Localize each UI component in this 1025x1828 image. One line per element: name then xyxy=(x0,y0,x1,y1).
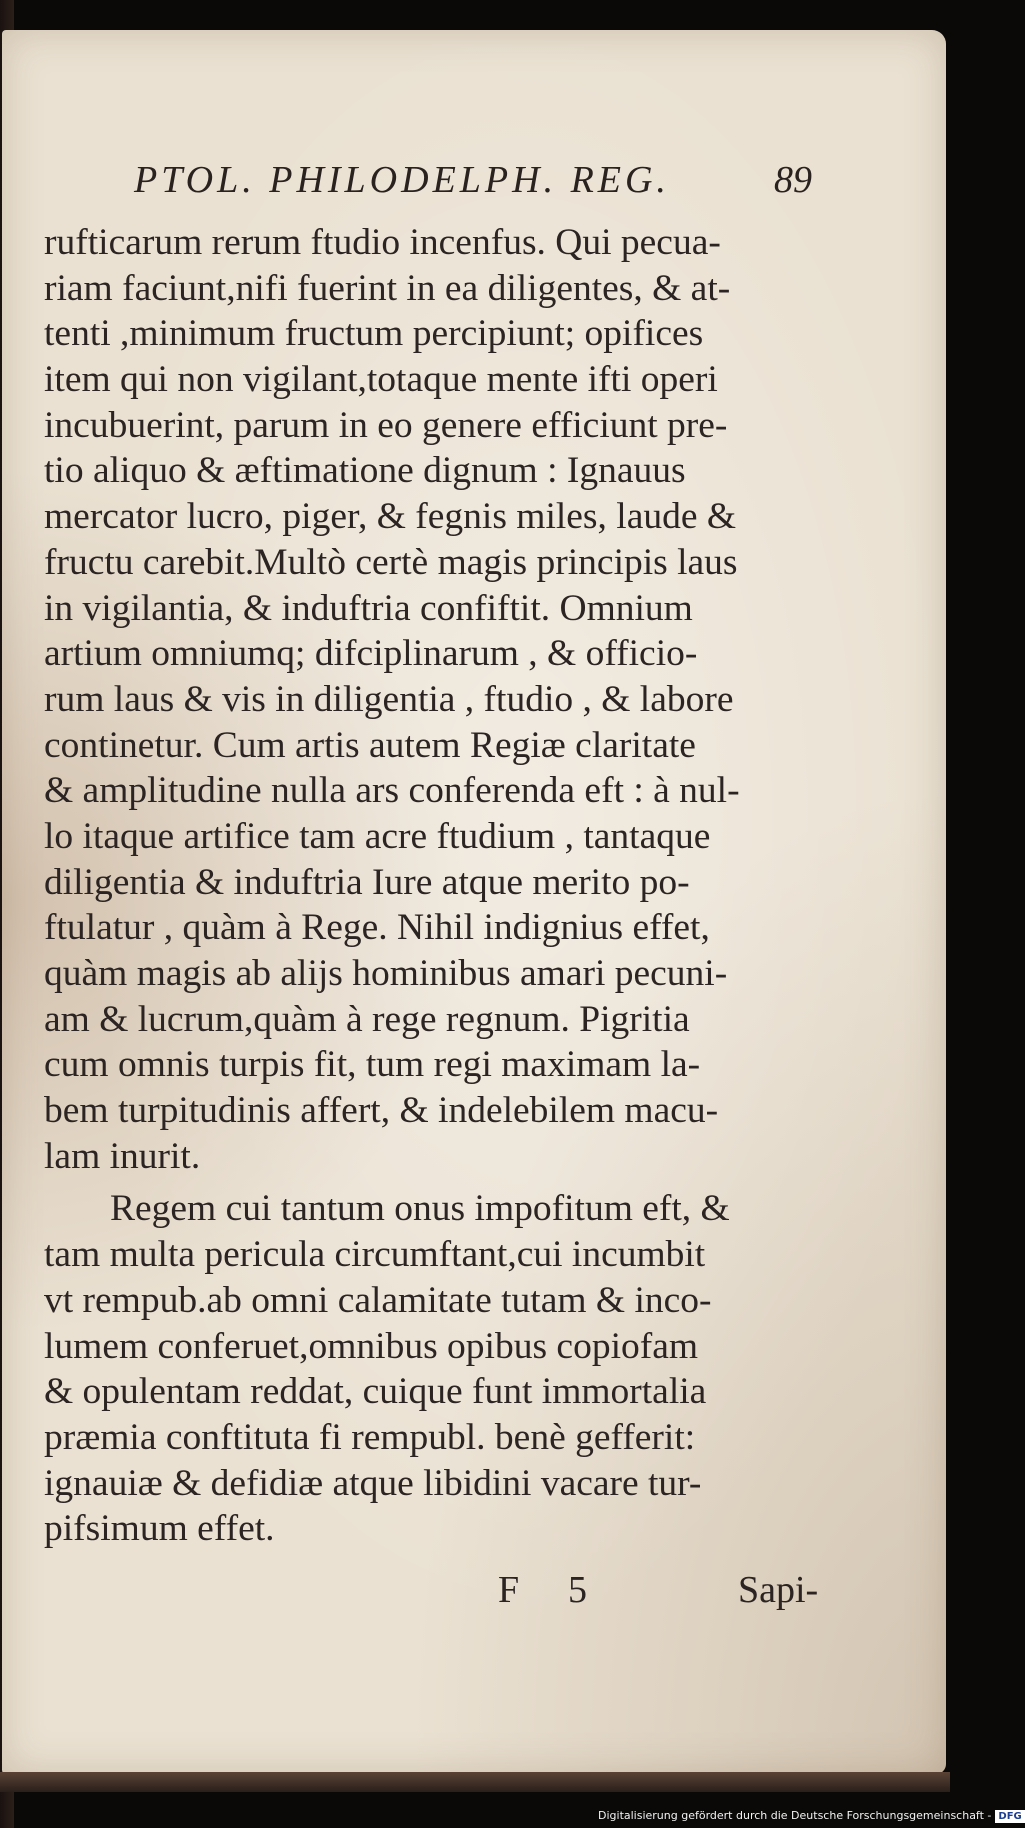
text-line: am & lucrum,quàm à rege regnum. Pigritia xyxy=(44,998,690,1040)
text-line: mercator lucro, piger, & fegnis miles, laude & xyxy=(44,496,737,538)
text-line: quàm magis ab alijs hominibus amari pecuni- xyxy=(44,953,728,994)
text-line: præmia conftituta fi rempubl. benè gefferit: xyxy=(44,1416,696,1458)
running-head xyxy=(134,158,834,206)
digitization-credit xyxy=(598,1808,1022,1824)
text-line: riam faciunt,nifi fuerint in ea diligentes, & at- xyxy=(44,267,731,309)
text-line: cum omnis turpis fit, tum regi maximam la- xyxy=(44,1044,701,1086)
text-line: tam multa pericula circumftant,cui incumbit xyxy=(44,1234,706,1276)
paragraph-gap xyxy=(44,1179,824,1186)
running-head-title: PTOL. PHILODELPH. REG. xyxy=(134,159,670,201)
text-line: pifsimum effet. xyxy=(44,1508,275,1550)
body-text xyxy=(44,220,824,1552)
catchword: Sapi- xyxy=(738,1569,819,1611)
text-line: artium omniumq; difciplinarum , & officio- xyxy=(44,633,698,675)
text-line: Regem cui tantum onus impofitum eft, & xyxy=(110,1188,730,1230)
credit-text: Digitalisierung gefördert durch die Deutsche Forschungsgemeinschaft - xyxy=(598,1809,992,1822)
text-line: ftulatur , quàm à Rege. Nihil indignius effet, xyxy=(44,907,710,949)
signature-mark-letter: F xyxy=(498,1569,520,1611)
text-line: incubuerint, parum in eo genere efficiunt pre- xyxy=(44,404,728,446)
text-line: lumem conferuet,omnibus opibus copiofam xyxy=(44,1325,699,1367)
text-line: vt rempub.ab omni calamitate tutam & inco- xyxy=(44,1279,712,1321)
book-page xyxy=(2,30,946,1774)
text-line: & opulentam reddat, cuique funt immortalia xyxy=(44,1371,707,1413)
dfg-logo: DFG xyxy=(995,1810,1024,1823)
text-line: ignauiæ & defidiæ atque libidini vacare tur- xyxy=(44,1462,702,1504)
text-line: continetur. Cum artis autem Regiæ claritate xyxy=(44,724,696,766)
page-bottom-edge xyxy=(0,1772,950,1792)
text-line: fructu carebit.Multò certè magis principis laus xyxy=(44,541,738,583)
text-line: & amplitudine nulla ars conferenda eft : à nul- xyxy=(44,770,740,812)
signature-mark-number: 5 xyxy=(568,1569,587,1611)
text-line: bem turpitudinis affert, & indelebilem macu- xyxy=(44,1090,719,1132)
text-line: lo itaque artifice tam acre ftudium , tantaque xyxy=(44,815,711,857)
text-line: diligentia & induftria Iure atque merito po- xyxy=(44,861,690,903)
text-line: item qui non vigilant,totaque mente ifti operi xyxy=(44,359,718,401)
text-line: in vigilantia, & induftria confiftit. Omnium xyxy=(44,587,693,629)
text-line: tenti ,minimum fructum percipiunt; opifices xyxy=(44,313,704,355)
page-number: 89 xyxy=(774,159,812,201)
text-line: rufticarum rerum ftudio incenfus. Qui pecua- xyxy=(44,222,721,263)
text-line: lam inurit. xyxy=(44,1135,201,1177)
text-line: tio aliquo & æftimatione dignum : Ignauus xyxy=(44,450,686,492)
text-line: rum laus & vis in diligentia , ftudio , & labore xyxy=(44,678,734,720)
